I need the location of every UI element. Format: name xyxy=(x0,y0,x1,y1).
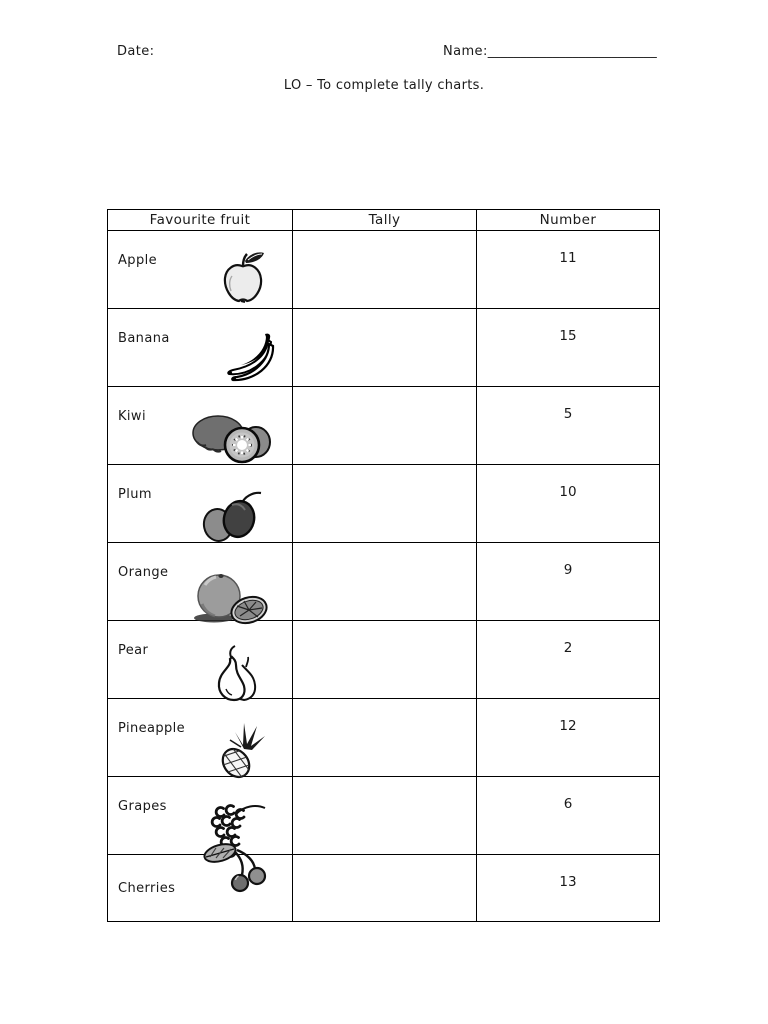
fruit-label: Cherries xyxy=(118,881,176,896)
fruit-label: Grapes xyxy=(118,799,167,814)
fruit-cell xyxy=(108,309,293,386)
table-row-pear xyxy=(108,621,659,699)
name-blank-line: __________________________ xyxy=(487,44,657,59)
fruit-cell xyxy=(108,543,293,620)
fruit-cell xyxy=(108,387,293,464)
number-cell xyxy=(477,699,659,776)
fruit-label: Pineapple xyxy=(118,721,186,736)
fruit-label: Orange xyxy=(118,565,169,580)
orange-icon xyxy=(192,569,272,624)
fruit-cell xyxy=(108,855,293,921)
cherries-icon xyxy=(202,839,276,901)
tally-chart-table xyxy=(107,209,660,922)
plum-icon xyxy=(197,490,265,544)
name-label: Name: xyxy=(443,44,488,59)
tally-cell xyxy=(293,231,477,308)
number-value: 2 xyxy=(563,640,573,656)
fruit-cell xyxy=(108,621,293,698)
table-row-cherries xyxy=(108,855,659,921)
number-value: 15 xyxy=(559,328,577,344)
fruit-cell xyxy=(108,231,293,308)
table-row-grapes xyxy=(108,777,659,855)
table-row-pineapple xyxy=(108,699,659,777)
learning-objective: LO – To complete tally charts. xyxy=(283,78,485,93)
number-value: 9 xyxy=(563,562,573,578)
number-value: 13 xyxy=(559,874,577,890)
name-field xyxy=(443,44,657,59)
number-cell xyxy=(477,387,659,464)
pineapple-icon xyxy=(218,718,266,780)
number-cell xyxy=(477,543,659,620)
tally-cell xyxy=(293,621,477,698)
number-value: 10 xyxy=(559,484,577,500)
number-cell xyxy=(477,465,659,542)
fruit-label: Banana xyxy=(118,331,170,346)
number-cell xyxy=(477,777,659,854)
fruit-cell xyxy=(108,699,293,776)
number-value: 6 xyxy=(563,796,573,812)
table-row-apple xyxy=(108,231,659,309)
banana-icon xyxy=(221,332,277,380)
tally-cell xyxy=(293,465,477,542)
number-value: 12 xyxy=(559,718,577,734)
table-row-plum xyxy=(108,465,659,543)
number-cell xyxy=(477,309,659,386)
fruit-label: Kiwi xyxy=(118,409,146,424)
number-cell xyxy=(477,231,659,308)
column-header-favourite-fruit: Favourite fruit xyxy=(108,210,293,230)
number-cell xyxy=(477,855,659,921)
number-value: 5 xyxy=(563,406,573,422)
tally-cell xyxy=(293,387,477,464)
table-row-kiwi xyxy=(108,387,659,465)
table-header-row xyxy=(108,210,659,231)
number-value: 11 xyxy=(559,250,577,266)
fruit-label: Pear xyxy=(118,643,149,658)
table-row-orange xyxy=(108,543,659,621)
fruit-cell xyxy=(108,465,293,542)
date-label: Date: xyxy=(117,44,155,59)
tally-cell xyxy=(293,543,477,620)
column-header-number: Number xyxy=(539,212,597,228)
tally-cell xyxy=(293,855,477,921)
table-row-banana xyxy=(108,309,659,387)
pear-icon xyxy=(212,643,260,703)
fruit-label: Apple xyxy=(118,253,158,268)
fruit-label: Plum xyxy=(118,487,152,502)
tally-cell xyxy=(293,309,477,386)
apple-icon xyxy=(220,251,266,305)
column-header-tally: Tally xyxy=(293,210,477,230)
tally-cell xyxy=(293,699,477,776)
kiwi-icon xyxy=(192,412,272,464)
number-cell xyxy=(477,621,659,698)
tally-cell xyxy=(293,777,477,854)
